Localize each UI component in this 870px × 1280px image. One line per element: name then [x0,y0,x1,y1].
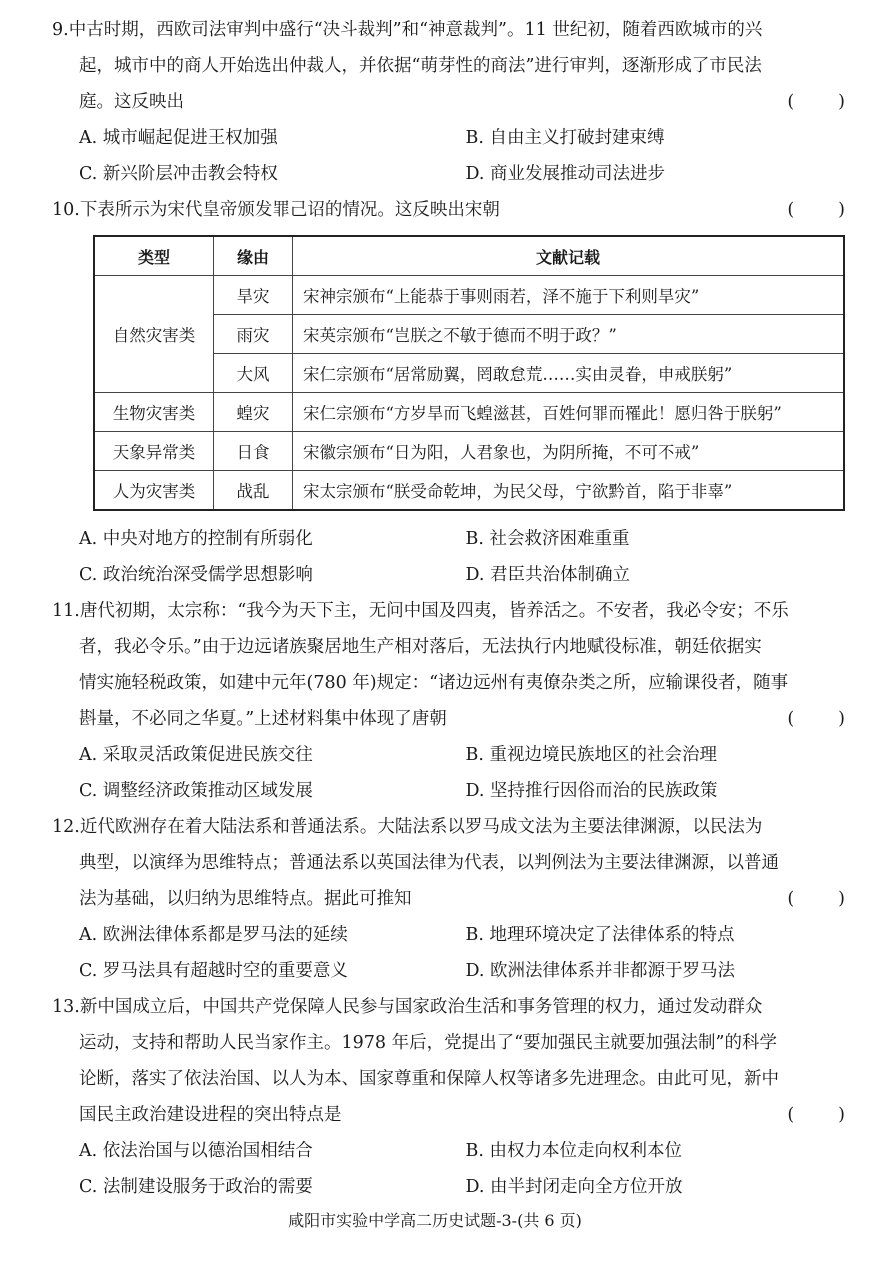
options [79,120,852,192]
option-b[interactable]: B. 社会救济困难重重 [465,529,630,549]
question-stem-line: 运动，支持和帮助人民当家作主。1978 年后，党提出了“要加强民主就要加强法制”的科学 [79,1033,777,1053]
question-number: 10. [52,200,80,220]
question-stem-line: 中古时期，西欧司法审判中盛行“决斗裁判”和“神意裁判”。11 世纪初，随着西欧城市的兴 [68,20,763,40]
option-b[interactable]: B. 重视边境民族地区的社会治理 [465,745,717,765]
record-cell: 宋太宗颁布“朕受命乾坤，为民父母，宁欲黔首，陷于非辜” [293,471,845,511]
cause-cell: 旱灾 [214,276,293,315]
option-d[interactable]: D. 由半封闭走向全方位开放 [465,1177,683,1197]
cause-cell: 日食 [214,432,293,471]
table-row [94,276,844,315]
option-b[interactable]: B. 自由主义打破封建束缚 [465,128,665,148]
answer-blank[interactable]: ( ) [787,1105,848,1125]
option-a[interactable]: A. 城市崛起促进王权加强 [79,128,278,148]
option-d[interactable]: D. 欧洲法律体系并非都源于罗马法 [465,961,736,981]
table-header: 类型 [94,236,214,276]
question-stem-line: 下表所示为宋代皇帝颁发罪己诏的情况。这反映出宋朝 [79,200,500,220]
question-number: 11. [52,601,80,621]
table-row [94,432,844,471]
question-11 [52,593,852,809]
question-stem-line: 者，我必令乐。”由于边远诸族聚居地生产相对落后，无法执行内地赋役标准，朝廷依据实 [79,637,762,657]
table-header: 缘由 [214,236,293,276]
category-cell: 生物灾害类 [94,393,214,432]
option-a[interactable]: A. 采取灵活政策促进民族交往 [79,745,313,765]
question-stem-line: 庭。这反映出 [79,92,184,112]
question-stem-line: 论断，落实了依法治国、以人为本、国家尊重和保障人权等诸多先进理念。由此可见，新中 [79,1069,779,1089]
question-stem-line: 情实施轻税政策，如建中元年(780 年)规定：“诸边远州有夷僚杂类之所，应输课役者，随事 [79,673,789,693]
record-cell: 宋神宗颁布“上能恭于事则雨若，泽不施于下利则旱灾” [293,276,845,315]
answer-blank[interactable]: ( ) [787,709,848,729]
question-stem-line: 国民主政治建设进程的突出特点是 [79,1105,342,1125]
record-cell: 宋仁宗颁布“居常励翼，罔敢怠荒……实由灵眷，申戒朕躬” [293,354,845,393]
question-12 [52,809,852,989]
record-cell: 宋徽宗颁布“日为阳，人君象也，为阴所掩，不可不戒” [293,432,845,471]
record-cell: 宋仁宗颁布“方岁旱而飞蝗滋甚，百姓何罪而罹此！愿归咎于朕躬” [293,393,845,432]
question-stem-line: 法为基础，以归纳为思维特点。据此可推知 [79,889,412,909]
option-c[interactable]: C. 罗马法具有超越时空的重要意义 [79,961,348,981]
option-d[interactable]: D. 商业发展推动司法进步 [465,164,666,184]
question-number: 12. [52,817,80,837]
table-header: 文献记载 [293,236,845,276]
answer-blank[interactable]: ( ) [787,92,848,112]
page-footer: 咸阳市实验中学高二历史试题-3-(共 6 页) [288,1211,582,1230]
record-cell: 宋英宗颁布“岂朕之不敏于德而不明于政？” [293,315,845,354]
category-cell: 天象异常类 [94,432,214,471]
answer-blank[interactable]: ( ) [787,889,848,909]
options [79,737,852,809]
table-header-row [94,236,844,276]
question-10-options [52,521,852,593]
cause-cell: 蝗灾 [214,393,293,432]
question-stem-line: 典型，以演绎为思维特点；普通法系以英国法律为代表，以判例法为主要法律渊源，以普通 [79,853,779,873]
option-a[interactable]: A. 欧洲法律体系都是罗马法的延续 [79,925,348,945]
question-number: 9. [52,20,69,40]
table-row [94,393,844,432]
question-stem-line: 斟量，不必同之华夏。”上述材料集中体现了唐朝 [79,709,447,729]
cause-cell: 大风 [214,354,293,393]
question-13 [52,989,852,1205]
options [79,1133,852,1205]
question-stem-line: 起，城市中的商人开始选出仲裁人，并依据“萌芽性的商法”进行审判，逐渐形成了市民法 [79,56,762,76]
options [79,521,852,593]
question-stem-line: 唐代初期，太宗称：“我今为天下主，无问中国及四夷，皆养活之。不安者，我必令安；不乐 [79,601,789,621]
option-d[interactable]: D. 坚持推行因俗而治的民族政策 [465,781,718,801]
question-stem-line: 新中国成立后，中国共产党保障人民参与国家政治生活和事务管理的权力，通过发动群众 [79,997,763,1017]
option-c[interactable]: C. 政治统治深受儒学思想影响 [79,565,313,585]
option-a[interactable]: A. 中央对地方的控制有所弱化 [79,529,313,549]
options [79,917,852,989]
option-c[interactable]: C. 法制建设服务于政治的需要 [79,1177,313,1197]
question-stem-line: 近代欧洲存在着大陆法系和普通法系。大陆法系以罗马成文法为主要法律渊源，以民法为 [79,817,763,837]
records-table [93,235,845,511]
option-b[interactable]: B. 地理环境决定了法律体系的特点 [465,925,735,945]
table-row [94,471,844,511]
cause-cell: 雨灾 [214,315,293,354]
question-9 [52,12,852,192]
answer-blank[interactable]: ( ) [787,200,848,220]
cause-cell: 战乱 [214,471,293,511]
option-c[interactable]: C. 调整经济政策推动区域发展 [79,781,313,801]
question-number: 13. [52,997,80,1017]
option-b[interactable]: B. 由权力本位走向权利本位 [465,1141,682,1161]
category-cell: 人为灾害类 [94,471,214,511]
option-d[interactable]: D. 君臣共治体制确立 [465,565,631,585]
category-cell: 自然灾害类 [94,276,214,393]
question-10 [52,192,852,228]
option-a[interactable]: A. 依法治国与以德治国相结合 [79,1141,313,1161]
option-c[interactable]: C. 新兴阶层冲击教会特权 [79,164,278,184]
